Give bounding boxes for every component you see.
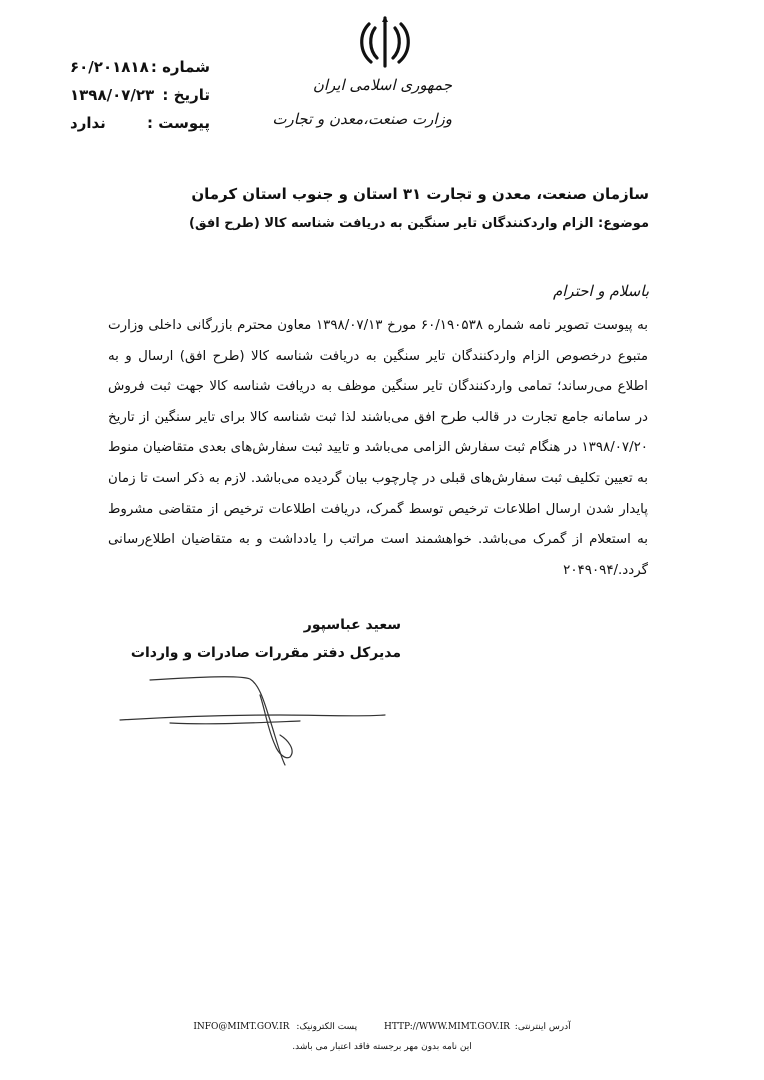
letter-body: به پیوست تصویر نامه شماره ۶۰/۱۹۰۵۳۸ مورخ ۱۳۹۸/۰۷/۱۳ معاون محترم بازرگانی داخلی وزارت متبوع درخصوص الزام واردکنندگان تایر سنگین به دریافت شناسه کالا (طرح افق) ارسال و به اطلاع می‌رساند؛ تمامی واردکنندگان تایر سنگین موظف به دریافت شناسه کالا جهت ثبت فروش در سامانه جامع تجارت در قالب طرح افق می‌باشند لذا ثبت شناسه کالا برای تایر سنگین از تاریخ ۱۳۹۸/۰۷/۲۰ در هنگام ثبت سفارش الزامی می‌باشد و تایید ثبت سفارش‌های بعدی متقاضیان منوط به تعیین تکلیف ثبت سفارش‌های قبلی در چارچوب بیان گردیده می‌باشد. لازم به ذکر است تا زمان پایدار شدن ارسال اطلاعات ترخیص توسط گمرک، دریافت اطلاعات ترخیص از متقاضی مشروط به استعلام از گمرک می‌باشد. خواهشمند است مراتب را یادداشت و به متقاضیان اطلاع‌رسانی گردد./۲۰۴۹۰۹۴: [108, 318, 648, 578]
meta-number: [70, 58, 210, 86]
footer-contact: [0, 1022, 764, 1032]
subject: موضوع: الزام واردکنندگان تایر سنگین به دریافت شناسه کالا (طرح افق): [189, 216, 649, 231]
ministry-name: وزارت صنعت،معدن و تجارت: [272, 110, 452, 128]
footer-email-label: پست الکترونیک:: [296, 1022, 358, 1032]
country-name: جمهوری اسلامی ایران: [312, 76, 452, 94]
date-label: تاریخ :: [162, 86, 210, 104]
signer-title: مدیرکل دفتر مقررات صادرات و واردات: [130, 645, 401, 661]
attachment-value: ندارد: [70, 114, 106, 132]
handwritten-signature-icon: [110, 665, 390, 775]
footer-web-label: آدرس اینترنتی:: [514, 1022, 571, 1032]
number-label: شماره :: [150, 58, 210, 76]
iran-emblem-icon: [355, 12, 415, 72]
date-value: ۱۳۹۸/۰۷/۲۳: [70, 86, 155, 104]
salutation: باسلام و احترام: [552, 282, 649, 300]
meta-attachment: [70, 114, 210, 142]
number-value: ۶۰/۲۰۱۸۱۸: [70, 58, 149, 76]
footer-email-value: INFO@MIMT.GOV.IR: [193, 1022, 290, 1032]
footer-web-value: HTTP://WWW.MIMT.GOV.IR: [383, 1022, 510, 1032]
footer-note: این نامه بدون مهر برجسته فاقد اعتبار می باشد.: [292, 1042, 472, 1052]
signer-name: سعید عباسپور: [303, 617, 401, 633]
recipient: سازمان صنعت، معدن و تجارت ۳۱ استان و جنوب استان کرمان: [191, 185, 649, 203]
letter-meta: [70, 58, 210, 142]
attachment-label: پیوست :: [146, 114, 210, 132]
meta-date: [70, 86, 210, 114]
